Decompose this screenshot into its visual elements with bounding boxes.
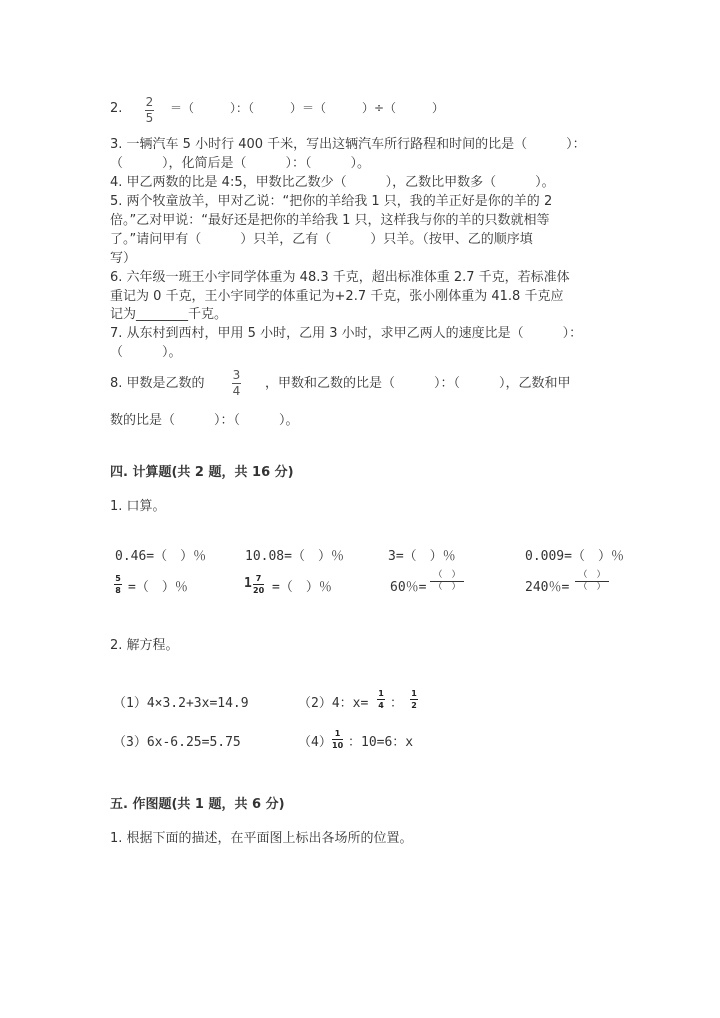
calc2-e2-pre: （2）4：x=	[298, 696, 369, 711]
q6-line3: 记为________千克。	[110, 307, 228, 322]
q7-line1: 7. 从东村到西村，甲用 5 小时，乙用 3 小时，求甲乙两人的速度比是（ ）：	[110, 326, 583, 341]
calc1-r2c4-numerator: （ ）	[578, 570, 606, 580]
calc2-e2-numerator1: 1	[378, 689, 384, 698]
calc1-title: 1. 口算。	[110, 499, 166, 514]
q2-fraction-numerator: 2	[145, 95, 154, 109]
calc1-r2c2-denominator: 20	[253, 586, 265, 595]
calc1-r1c4: 0.009=（ ）％	[525, 549, 624, 564]
q6-line1: 6. 六年级一班王小宇同学体重为 48.3 千克，超出标准体重 2.7 千克，若标准体	[110, 270, 570, 285]
q6-line2: 重记为 0 千克，王小宇同学的体重记为+2.7 千克，张小刚体重为 41.8 千克应	[110, 289, 564, 304]
calc1-r2c1-rest: =（ ）％	[128, 580, 188, 595]
calc2-e4-denominator: 10	[332, 741, 344, 750]
calc2-e3: （3）6x-6.25=5.75	[113, 735, 241, 750]
q8-line2: 数的比是（ ）：（ ）。	[110, 413, 299, 428]
q5-line1: 5. 两个牧童放羊，甲对乙说：“把你的羊给我 1 只，我的羊正好是你的羊的 2	[110, 194, 553, 209]
calc2-e2-numerator2: 1	[411, 689, 417, 698]
q2-fraction-denominator: 5	[145, 111, 154, 125]
calc1-r2c3-denominator: （ ）	[433, 582, 461, 592]
q2-fraction	[145, 96, 154, 125]
section-4-title: 四. 计算题(共 2 题，共 16 分)	[110, 465, 294, 480]
calc2-e2-fraction2	[410, 689, 418, 710]
calc2-e4-fraction	[332, 729, 343, 750]
calc1-r2c4-denominator: （ ）	[578, 582, 606, 592]
calc1-r2c2-whole: 1	[244, 576, 252, 591]
draw1-text: 1. 根据下面的描述，在平面图上标出各场所的位置。	[110, 831, 413, 846]
calc2-e4-rest: ：10=6：x	[348, 735, 414, 750]
q5-line3: 了。”请问甲有（ ）只羊，乙有（ ）只羊。（按甲、乙的顺序填	[110, 232, 533, 247]
calc1-r2c3-fraction	[430, 570, 464, 593]
calc2-e2-mid: ：	[390, 696, 404, 711]
calc1-r2c1-denominator: 8	[115, 586, 121, 595]
calc2-e2-denominator1: 4	[378, 701, 384, 710]
q5-line4: 写）	[110, 251, 137, 266]
calc1-r2c2-rest: =（ ）％	[272, 580, 332, 595]
calc2-e2-fraction1	[377, 689, 385, 710]
calc1-r2c4-fraction	[575, 570, 609, 593]
calc1-r1c1: 0.46=（ ）％	[115, 549, 207, 564]
q5-line2: 倍。”乙对甲说：“最好还是把你的羊给我 1 只，这样我与你的羊的只数就相等	[110, 213, 550, 228]
calc2-title: 2. 解方程。	[110, 638, 179, 653]
calc1-r2c2-numerator: 7	[255, 574, 262, 583]
calc2-e4-pre: （4）	[298, 735, 332, 750]
q8-fraction-numerator: 3	[232, 368, 241, 382]
q7-line2: （ ）。	[110, 345, 182, 360]
calc1-r1c2: 10.08=（ ）％	[245, 549, 344, 564]
calc1-r2c3-pre: 60％=	[390, 580, 427, 595]
section-5-title: 五. 作图题(共 1 题，共 6 分)	[110, 797, 285, 812]
q8-mid: ，甲数和乙数的比是（ ）：（ ），乙数和甲	[265, 376, 571, 391]
calc2-e4-numerator: 1	[334, 729, 341, 738]
q3-line2: （ ），化简后是（ ）：（ ）。	[110, 156, 371, 171]
q8-fraction-denominator: 4	[232, 384, 241, 398]
q4-line1: 4. 甲乙两数的比是 4:5，甲数比乙数少（ ），乙数比甲数多（ ）。	[110, 175, 555, 190]
calc1-r2c2-fraction	[253, 574, 264, 595]
calc1-r2c1-fraction	[114, 574, 122, 595]
q8-fraction	[232, 369, 241, 398]
calc2-e1: （1）4×3.2+3x=14.9	[113, 696, 249, 711]
calc1-r2c3-numerator: （ ）	[433, 570, 461, 580]
calc1-r2c1-numerator: 5	[115, 574, 121, 583]
q3-line1: 3. 一辆汽车 5 小时行 400 千米，写出这辆汽车所行路程和时间的比是（ ）：	[110, 137, 586, 152]
calc2-e2-denominator2: 2	[411, 701, 417, 710]
q8-start: 8. 甲数是乙数的	[110, 376, 205, 391]
calc1-r2c4-pre: 240％=	[525, 580, 570, 595]
q2-blanks: ＝（ ）：（ ）＝（ ）÷（ ）	[170, 101, 445, 115]
calc1-r1c3: 3=（ ）％	[388, 549, 456, 564]
q2-number: 2.	[110, 101, 123, 116]
